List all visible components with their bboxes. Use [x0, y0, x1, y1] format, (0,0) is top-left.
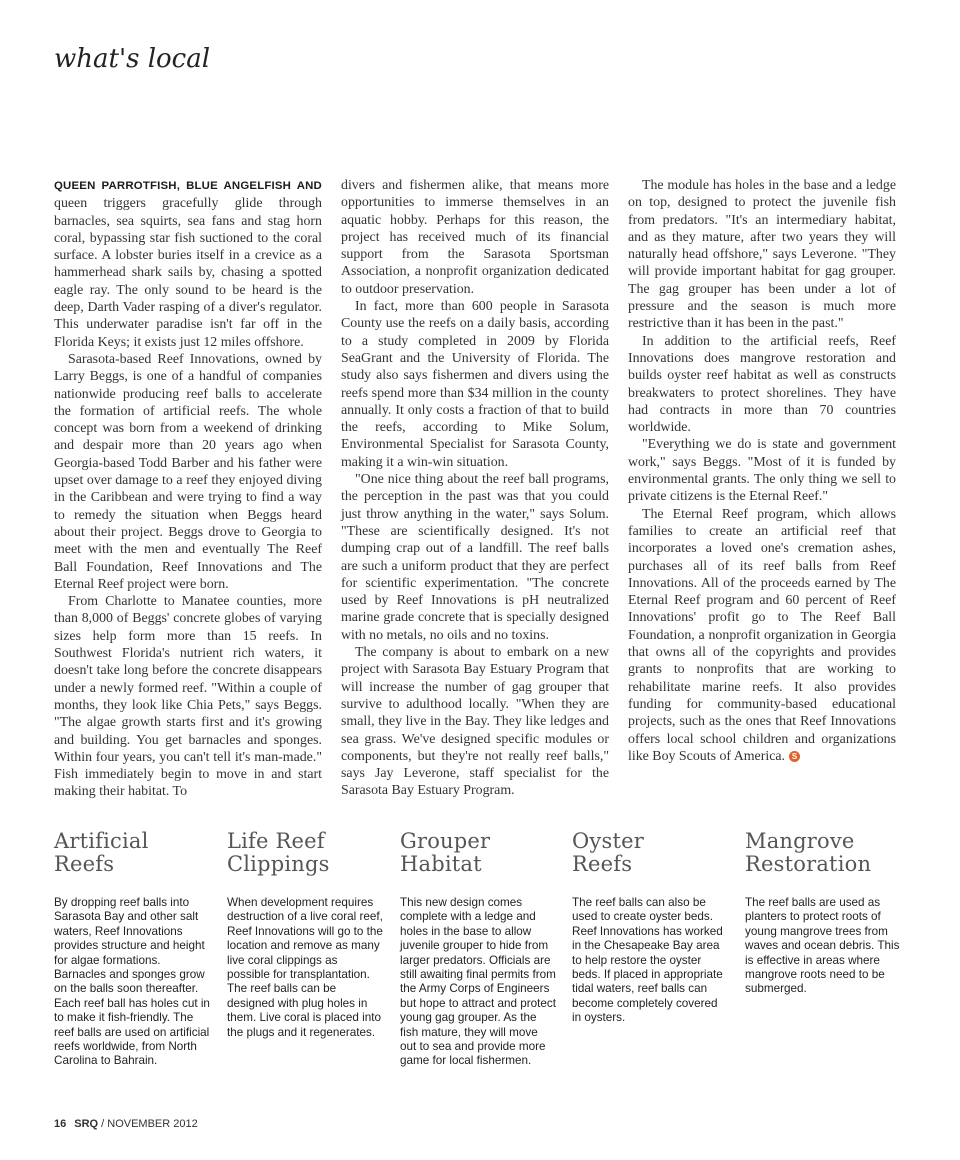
article-column-3: [628, 177, 896, 765]
sidebar-life-reef-clippings: [227, 830, 383, 1040]
sidebar-body: When development requires destruction of a live coral reef, Reef Innovations will go to the location and remove as many live coral clippings as possible for transplantation. The reef balls can be designed with plug holes in them. Live coral is placed into the plugs and it regenerates.: [227, 896, 383, 1039]
sidebar-title: [227, 830, 383, 876]
section-title: what's local: [54, 44, 211, 74]
sidebar-title-line: Grouper: [400, 829, 491, 853]
article-lead-in: QUEEN PARROTFISH, BLUE ANGELFISH AND: [54, 180, 322, 192]
sidebar-artificial-reefs: [54, 830, 210, 1069]
article-paragraph: The company is about to embark on a new project with Sarasota Bay Estuary Program that will increase the number of gag grouper that survive to adulthood locally. "When they are small, they live in the Bay. They like ledges and sea grass. We've designed specific modules or components, but they're not really reef balls," says Jay Leverone, staff specialist for the Sarasota Bay Estuary Program.: [341, 645, 609, 799]
sidebar-title-line: Reefs: [572, 852, 633, 876]
article-paragraph: In addition to the artificial reefs, Reef Innovations does mangrove restoration and builds oyster reef habitat as well as constructs breakwaters to protect shorelines. They have had contracts in more than 70 countries worldwide.: [628, 333, 896, 436]
article-column-2: [341, 177, 609, 800]
article-paragraph: Sarasota-based Reef Innovations, owned by Larry Beggs, is one of a handful of companies nationwide producing reef balls to accelerate the formation of artificial reefs. The whole concept was born from a weekend of drinking and despair more than 20 years ago when Georgia-based Todd Barber and his father were upset over damage to a reef they enjoyed diving in the Caribbean and were trying to find a way to remedy the situation when Beggs heard about their project. Beggs drove to Georgia to meet with the men and eventually The Reef Ball Foundation, Reef Innovations and The Eternal Reef project were born.: [54, 351, 322, 592]
article-paragraph: "One nice thing about the reef ball programs, the perception in the past was that you could just throw anything in the water," says Solum. "These are scientifically designed. It's not dumping crap out of a landfill. The reef balls are such a uniform product that they are perfect for scientific experimentation. "The concrete used by Reef Innovations is pH neutralized marine grade concrete that is specially designed with no metals, no oils and no toxins.: [341, 472, 609, 643]
sidebar-body: The reef balls are used as planters to protect roots of young mangrove trees from waves and ocean debris. This is effective in areas where mangrove roots need to be submerged.: [745, 896, 900, 996]
sidebar-mangrove-restoration: [745, 830, 901, 997]
article-paragraph: "Everything we do is state and government work," says Beggs. "Most of it is funded by environmental grants. The only thing we sell to private citizens is the Eternal Reef.": [628, 437, 896, 505]
sidebar-grouper-habitat: [400, 830, 556, 1069]
sidebar-title-line: Habitat: [400, 852, 482, 876]
sidebar-title-line: Life Reef: [227, 829, 325, 853]
article-paragraph: From Charlotte to Manatee counties, more than 8,000 of Beggs' concrete globes of varying sizes help form more than 15 reefs. In Southwest Florida's nutrient rich waters, it doesn't take long before the concrete disappears under a newly formed reef. "Within a couple of months, they look like Chia Pets," says Beggs. "The algae growth starts first and it's growing and building. You get barnacles and sponges. Within four years, you can't tell it's man-made." Fish immediately begin to move in and start making their habitat. To: [54, 594, 322, 800]
sidebar-title-line: Artificial: [54, 829, 149, 853]
article-column-1: [54, 177, 322, 801]
article-paragraph: In fact, more than 600 people in Sarasota County use the reefs on a daily basis, according to a study completed in 2009 by Florida SeaGrant and the University of Florida. The study also says fishermen and divers using the reefs spend more than $34 million in the county annually. It only costs a fraction of that to build the reefs, according to Mike Solum, Environmental Specialist for Sarasota County, making it a win-win situation.: [341, 299, 609, 470]
sidebar-title-line: Mangrove: [745, 829, 855, 853]
article-paragraph: The module has holes in the base and a ledge on top, designed to protect the juvenile fish from predators. "It's an intermediary habitat, and as they mature, after two years they will naturally head offshore," says Leverone. "They will provide important habitat for gag grouper. The gag grouper has been under a lot of pressure and the season is much more restrictive than it has been in the past.": [628, 178, 896, 332]
sidebar-body: The reef balls can also be used to create oyster beds. Reef Innovations has worked in the Chesapeake Bay area to help restore the oyster beds. If placed in appropriate tidal waters, reef balls can become completely covered in oysters.: [572, 896, 723, 1025]
sidebar-title-line: Clippings: [227, 852, 330, 876]
article-paragraph-text: queen triggers gracefully glide through barnacles, sea squirts, sea fans and stag horn coral, bypassing star fish suctioned to the coral surface. A lobster buries itself in a crevice as a hammerhead shark sails by, chasing a spotted eagle ray. The only sound to be heard is the deep, Darth Vader rasping of a diver's regulator. This underwater paradise isn't far off in the Florida Keys; it exists just 12 miles offshore.: [54, 196, 322, 350]
magazine-name: SRQ: [74, 1118, 99, 1130]
article-paragraph: [628, 506, 896, 765]
sidebar-body: By dropping reef balls into Sarasota Bay and other salt waters, Reef Innovations provides structure and height for algae formations. Barnacles and sponges grow on the balls soon thereafter. Each reef ball has holes cut in to make it fish-friendly. The reef balls are used on artificial reefs worldwide, from North Carolina to Bahrain.: [54, 896, 210, 1068]
sidebar-title-line: Oyster: [572, 829, 644, 853]
article-paragraph: divers and fishermen alike, that means more opportunities to immerse themselves in an aquatic hobby. Perhaps for this reason, the project has received much of its financial support from the Sarasota Sportsman Association, a nonprofit organization dedicated to outdoor preservation.: [341, 178, 609, 297]
sidebar-title-line: Restoration: [745, 852, 872, 876]
article-paragraph-text: The Eternal Reef program, which allows families to create an artificial reef that incorporates a loved one's cremation ashes, purchases all of its reef balls from Reef Innovations. All of the proceeds earned by The Eternal Reef program and 60 percent of Reef Innovations' profit go to The Reef Ball Foundation, a nonprofit organization in Georgia that owns all of the copyrights and provides grants to nonprofits that are working to rehabilitate marine reefs. It also provides funding for community-based educational projects, such as the ones that Reef Innovations offers local school children and organizations like Boy Scouts of America.: [628, 506, 896, 764]
sidebar-title: [745, 830, 901, 876]
sidebar-oyster-reefs: [572, 830, 728, 1026]
sidebar-title: [572, 830, 728, 876]
end-mark-icon: S: [789, 751, 800, 762]
issue-date: / NOVEMBER 2012: [98, 1118, 198, 1130]
page-footer: [54, 1118, 198, 1130]
article-paragraph: [54, 177, 322, 351]
page-number: 16: [54, 1118, 67, 1130]
sidebar-title: [54, 830, 210, 876]
sidebar-title-line: Reefs: [54, 852, 115, 876]
sidebar-body: This new design comes complete with a ledge and holes in the base to allow juvenile grouper to hide from larger predators. Officials are still awaiting final permits from the Army Corps of Engineers but hope to attract and protect young gag grouper. As the fish mature, they will move out to sea and provide more game for local fishermen.: [400, 896, 556, 1068]
sidebar-title: [400, 830, 556, 876]
